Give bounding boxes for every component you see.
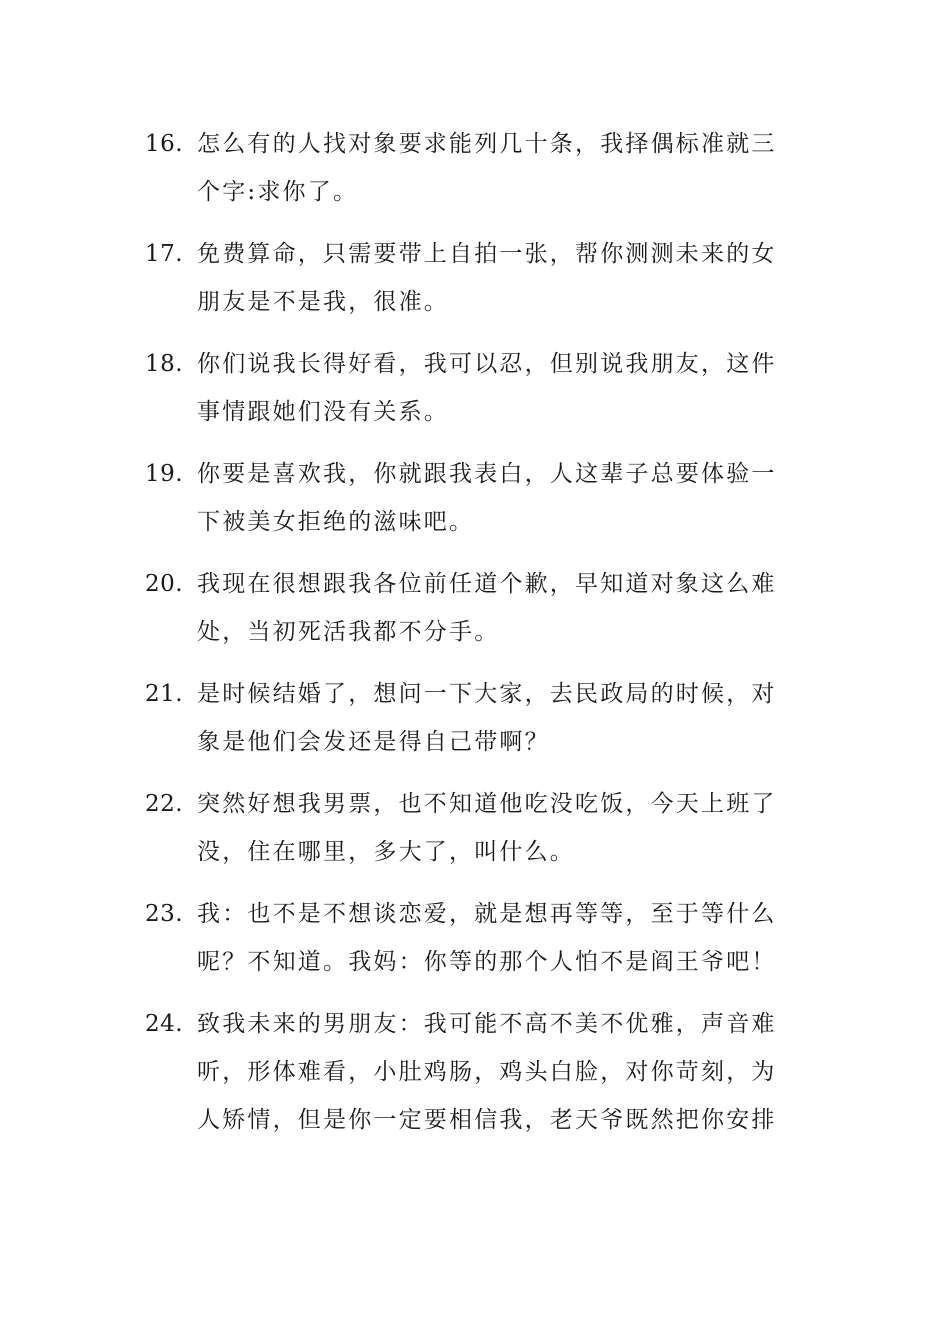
item-text: 怎么有的人找对象要求能列几十条，我择偶标准就三个字:求你了。 (197, 131, 777, 205)
list-item (145, 340, 790, 436)
item-number: 19. (145, 461, 184, 487)
list-item (145, 670, 790, 766)
item-number: 18. (145, 351, 184, 377)
item-number: 22. (145, 791, 184, 817)
item-text: 我：也不是不想谈恋爱，就是想再等等，至于等什么呢？不知道。我妈：你等的那个人怕不是阎王爷吧！ (197, 901, 777, 975)
list-item (145, 450, 790, 546)
item-number: 23. (145, 901, 184, 927)
item-number: 16. (145, 131, 184, 157)
item-number: 21. (145, 681, 184, 707)
item-text: 致我未来的男朋友：我可能不高不美不优雅，声音难听，形体难看，小肚鸡肠，鸡头白脸，对你苛刻，为人矫情，但是你一定要相信我，老天爷既然把你安排 (197, 1011, 777, 1133)
list-item (145, 560, 790, 656)
item-number: 24. (145, 1011, 184, 1037)
item-text: 你要是喜欢我，你就跟我表白，人这辈子总要体验一下被美女拒绝的滋味吧。 (197, 461, 777, 535)
item-text: 你们说我长得好看，我可以忍，但别说我朋友，这件事情跟她们没有关系。 (197, 351, 777, 425)
list-item (145, 780, 790, 876)
item-text: 是时候结婚了，想问一下大家，去民政局的时候，对象是他们会发还是得自己带啊？ (197, 681, 777, 755)
item-text: 我现在很想跟我各位前任道个歉，早知道对象这么难处，当初死活我都不分手。 (197, 571, 777, 645)
numbered-list (145, 120, 790, 1158)
item-text: 突然好想我男票，也不知道他吃没吃饭，今天上班了没，住在哪里，多大了，叫什么。 (197, 791, 777, 865)
list-item (145, 120, 790, 216)
item-number: 17. (145, 241, 184, 267)
list-item (145, 1000, 790, 1144)
list-item (145, 890, 790, 986)
list-item (145, 230, 790, 326)
item-text: 免费算命，只需要带上自拍一张，帮你测测未来的女朋友是不是我，很准。 (197, 241, 777, 315)
item-number: 20. (145, 571, 184, 597)
